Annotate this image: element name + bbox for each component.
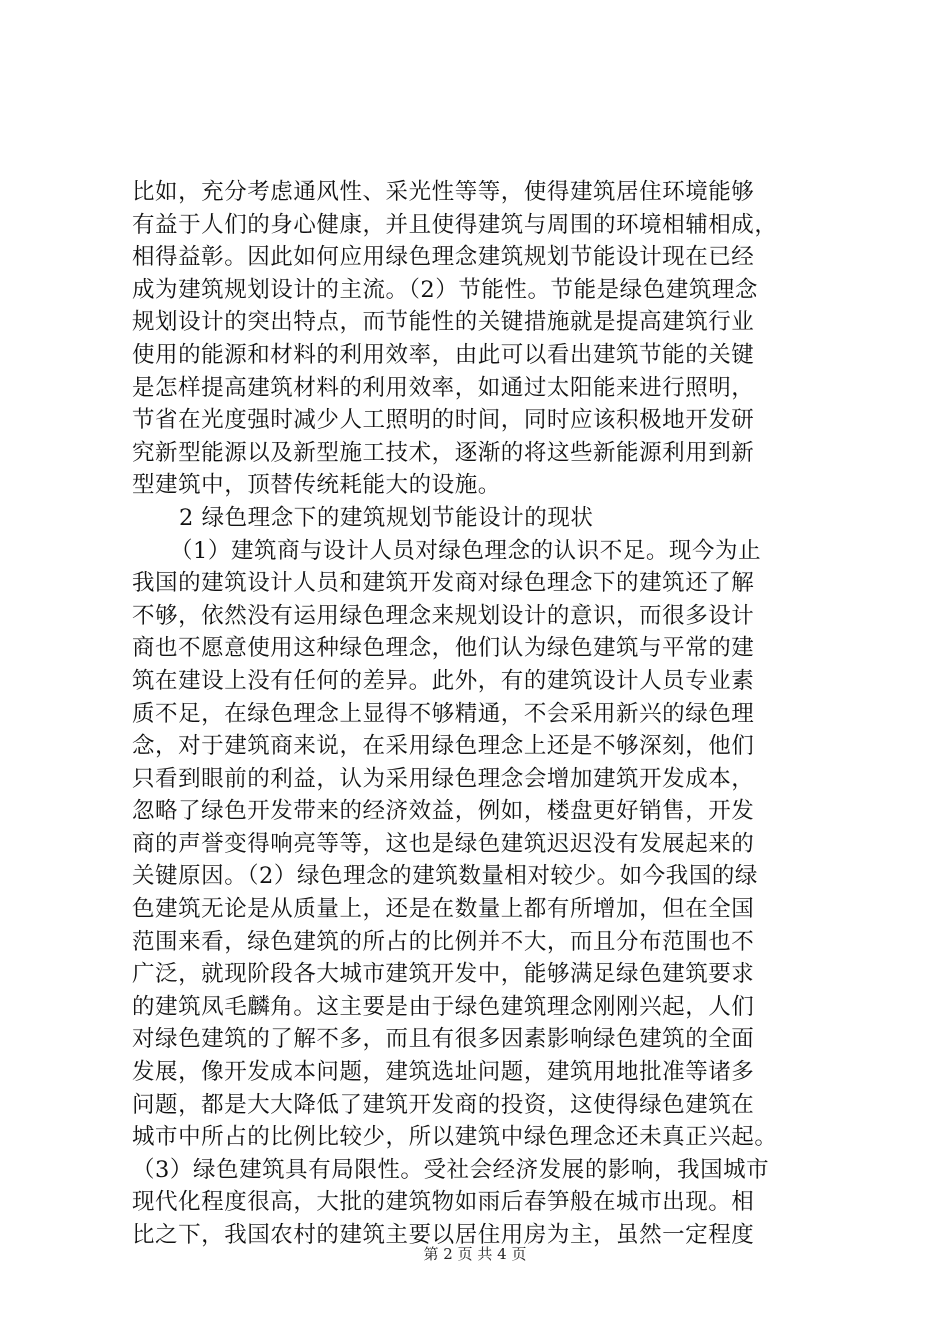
body-line: 质不足，在绿色理念上显得不够精通，不会采用新兴的绿色理: [132, 700, 755, 727]
body-line: 现代化程度很高，大批的建筑物如雨后春笋般在城市出现。相: [132, 1189, 755, 1216]
page-footer: [0, 1244, 950, 1264]
body-line: 有益于人们的身心健康，并且使得建筑与周围的环境相辅相成，: [132, 211, 778, 238]
document-body: [132, 176, 852, 1252]
page-number-label: 第 2 页 共 4 页: [423, 1245, 527, 1263]
body-line: 广泛，就现阶段各大城市建筑开发中，能够满足绿色建筑要求: [132, 961, 755, 988]
body-line: 筑在建设上没有任何的差异。此外，有的建筑设计人员专业素: [132, 667, 755, 694]
body-line: 究新型能源以及新型施工技术，逐渐的将这些新能源利用到新: [132, 439, 755, 466]
body-line: 商的声誉变得响亮等等，这也是绿色建筑迟迟没有发展起来的: [132, 830, 755, 857]
paragraph-start-line: （1）建筑商与设计人员对绿色理念的认识不足。现今为止: [170, 537, 762, 564]
body-line: 节省在光度强时减少人工照明的时间，同时应该积极地开发研: [132, 407, 755, 434]
body-line: 发展，像开发成本问题，建筑选址问题，建筑用地批准等诸多: [132, 1059, 755, 1086]
body-line: 念，对于建筑商来说，在采用绿色理念上还是不够深刻，他们: [132, 733, 755, 760]
body-line: 不够，依然没有运用绿色理念来规划设计的意识，而很多设计: [132, 602, 755, 629]
body-line: 是怎样提高建筑材料的利用效率，如通过太阳能来进行照明，: [132, 374, 755, 401]
body-line: 比如，充分考虑通风性、采光性等等，使得建筑居住环境能够: [132, 179, 755, 205]
body-line: 色建筑无论是从质量上，还是在数量上都有所增加，但在全国: [132, 896, 755, 923]
body-line: 我国的建筑设计人员和建筑开发商对绿色理念下的建筑还了解: [132, 570, 755, 597]
body-line: 问题，都是大大降低了建筑开发商的投资，这使得绿色建筑在: [132, 1091, 755, 1118]
body-line: 使用的能源和材料的利用效率，由此可以看出建筑节能的关键: [132, 341, 755, 368]
body-line: （3）绿色建筑具有局限性。受社会经济发展的影响，我国城市: [132, 1156, 770, 1183]
body-line: 只看到眼前的利益，认为采用绿色理念会增加建筑开发成本，: [132, 765, 755, 792]
body-line: 对绿色建筑的了解不多，而且有很多因素影响绿色建筑的全面: [132, 1026, 755, 1053]
section-heading: 2 绿色理念下的建筑规划节能设计的现状: [179, 504, 594, 531]
body-line: 成为建筑规划设计的主流。（2）节能性。节能是绿色建筑理念: [132, 276, 758, 303]
body-line: 的建筑凤毛麟角。这主要是由于绿色建筑理念刚刚兴起，人们: [132, 993, 755, 1020]
body-line: 相得益彰。因此如何应用绿色理念建筑规划节能设计现在已经: [132, 244, 755, 271]
body-line: 型建筑中，顶替传统耗能大的设施。: [132, 472, 501, 499]
body-line: 规划设计的突出特点，而节能性的关键措施就是提高建筑行业: [132, 309, 755, 336]
body-line: 忽略了绿色开发带来的经济效益，例如，楼盘更好销售，开发: [132, 798, 755, 825]
body-line: 关键原因。（2）绿色理念的建筑数量相对较少。如今我国的绿: [132, 863, 758, 890]
body-line: 比之下，我国农村的建筑主要以居住用房为主，虽然一定程度: [132, 1222, 755, 1248]
body-line: 范围来看，绿色建筑的所占的比例并不大，而且分布范围也不: [132, 928, 755, 955]
body-line: 城市中所占的比例比较少，所以建筑中绿色理念还未真正兴起。: [132, 1124, 778, 1151]
body-line: 商也不愿意使用这种绿色理念，他们认为绿色建筑与平常的建: [132, 635, 755, 662]
